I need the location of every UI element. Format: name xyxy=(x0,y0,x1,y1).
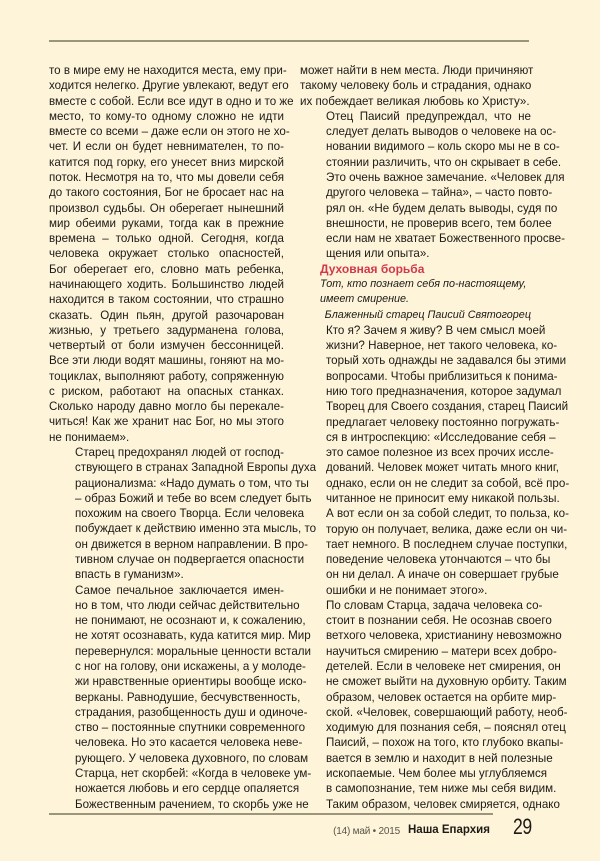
text-line: рационализма: «Надо думать о том, что ты xyxy=(75,476,309,490)
text-line: детелей. Если в человеке нет смирения, он xyxy=(326,660,561,674)
paragraph xyxy=(300,63,534,109)
text-line: он движется в верном направлении. В про- xyxy=(75,537,309,551)
text-line: он ни делал. А иначе он совершает грубые xyxy=(326,568,559,582)
text-line: это самое полезное из всех прочих иссле- xyxy=(326,446,554,460)
left-column xyxy=(49,63,317,812)
paragraph xyxy=(49,583,312,812)
text-line: перевернулся: моральные ценности встали xyxy=(75,644,312,658)
epigraph-author: Блаженный старец Паисий Святогорец xyxy=(324,308,531,321)
text-line: не понимаем». xyxy=(49,430,130,444)
text-line: такому человеку боль и страдания, однако xyxy=(300,79,532,93)
text-line: жизнью, у третьего задурманена голова, xyxy=(49,323,284,337)
text-line: дований. Человек может читать много книг, xyxy=(326,461,559,475)
text-line: Паисий, – похож на того, кто глубоко вкапы- xyxy=(326,736,564,750)
text-line: Старец предохранял людей от господ- xyxy=(75,446,284,460)
text-line: стоянии различить, что он скрывает в себе. xyxy=(326,155,562,169)
text-line: может найти в нем места. Люди причиняют xyxy=(300,64,534,77)
text-line: страдания, разобщенность душ и одиноче- xyxy=(75,705,308,719)
text-line: А вот если он за собой следит, то польза, ко- xyxy=(326,507,569,521)
paragraph xyxy=(300,323,570,598)
text-line: следует делать выводов о человеке на ос- xyxy=(326,125,557,139)
text-line: Бог оберегает его, словно мать ребенка, xyxy=(49,262,284,276)
text-line: ствующего в странах Западной Европы духа xyxy=(75,461,317,475)
text-line: начинающего ходить. Большинство людей xyxy=(49,277,284,291)
text-line: тает немного. В последнем случае поступки, xyxy=(326,537,568,551)
text-line: ошибки и не понимает этого». xyxy=(326,583,488,597)
text-line: Все эти люди водят машины, гоняют на мо- xyxy=(49,354,285,368)
text-line: рял он. «Не будем делать выводы, судя по xyxy=(326,201,558,215)
text-line: похожим на своего Творца. Если человека xyxy=(75,507,305,521)
text-line: стоит в познании себя. Не осознав своего xyxy=(326,614,552,628)
epigraph-line: Тот, кто познает себя по-настоящему, xyxy=(320,277,527,290)
text-line: тоциклах, выполняют работу, сопряженную xyxy=(49,369,284,383)
text-line: впасть в гуманизм». xyxy=(75,568,184,582)
text-line: до такого состояния, Бог не бросает нас на xyxy=(49,186,284,200)
text-line: вместе с собой. Если все идут в одно и то же xyxy=(49,94,294,108)
text-line: времена – только одной. Сегодня, когда xyxy=(49,232,284,246)
text-line: побуждает к действию именно эта мысль, то xyxy=(75,522,317,536)
text-line: с риском, работают на опасных станках. xyxy=(49,384,284,398)
text-line: находится в таком состоянии, что страшно xyxy=(49,293,284,307)
paragraph xyxy=(49,445,317,583)
magazine-title: Наша Епархия xyxy=(408,824,490,836)
text-line: ство – постоянные спутники современного xyxy=(75,721,306,735)
text-line: щения или опыта». xyxy=(326,247,430,261)
text-line: вопросами. Чтобы приблизиться к понима- xyxy=(326,369,558,383)
text-line: Это очень важное замечание. «Человек для xyxy=(326,170,565,184)
text-line: Старца, нет скорбей: «Когда в человеке ум- xyxy=(75,766,312,780)
text-line: Божественным рачением, то скорбь уже не xyxy=(75,797,309,811)
text-line: ся в интроспекцию: «Исследование себя – xyxy=(326,430,556,444)
text-line: Таким образом, человек смиряется, однако xyxy=(326,797,560,811)
text-line: их побеждает великая любовь ко Христу». xyxy=(300,94,530,108)
text-line: если нам не хватает Божественного просве- xyxy=(326,232,565,246)
text-line: рующего. У человека духовного, по словам xyxy=(75,751,309,765)
text-line: нию того предназначения, которое задумал xyxy=(326,384,562,398)
top-rule xyxy=(49,40,529,42)
text-line: читься! Как же хранит нас Бог, но мы этого xyxy=(49,415,284,429)
paragraph xyxy=(300,598,568,812)
text-line: Кто я? Зачем я живу? В чем смысл моей xyxy=(326,323,546,337)
section-heading: Духовная борьба xyxy=(320,261,425,276)
text-line: торый хоть однажды не задавался бы этими xyxy=(326,354,567,368)
text-line: чет. И если он будет невнимателен, то по- xyxy=(49,140,284,154)
text-line: Отец Паисий предупреждал, что не xyxy=(326,109,531,123)
text-line: внешности, не проверив всего, тем более xyxy=(326,216,552,230)
text-line: не хотят осознавать, куда катится мир. Мир xyxy=(75,629,311,643)
text-line: в самопознание, тем ниже мы себя видим. xyxy=(326,782,557,796)
text-line: ископаемые. Чем более мы углубляемся xyxy=(326,767,548,780)
text-line: образом, человек остается на орбите мир- xyxy=(326,690,557,704)
text-line: сказать. Один пьян, другой разочарован xyxy=(49,308,284,322)
text-line: но в том, что люди сейчас действительно xyxy=(75,598,300,612)
text-line: ской. «Человек, совершающий работу, необ- xyxy=(326,705,568,719)
text-line: вается в землю и находит в ней полезные xyxy=(326,751,553,765)
text-line: четвертый от боли измучен бессонницей. xyxy=(49,339,284,353)
text-line: ходимую для познания себя, – пояснял отец xyxy=(326,721,566,735)
text-line: место, то кому-то одному сложно не идти xyxy=(49,109,284,123)
text-line: человека. Но это касается человека неве- xyxy=(75,736,303,750)
text-line: не сможет выйти на духовную орбиту. Таким xyxy=(326,675,567,689)
text-line: человека окружает столько опасностей, xyxy=(49,247,284,261)
page-number: 29 xyxy=(513,814,532,839)
bottom-rule xyxy=(49,813,493,815)
epigraph-line: имеет смирение. xyxy=(320,293,410,306)
text-line: жизни? Наверное, нет такого человека, ко- xyxy=(326,339,558,353)
text-line: По словам Старца, задача человека со- xyxy=(326,598,543,612)
text-line: тивном случае он подвергается опасности xyxy=(75,553,305,566)
text-line: – образ Божий и тебе во всем следует быть xyxy=(75,491,312,505)
text-line: другого человека – тайна», – часто повто- xyxy=(326,186,553,200)
text-line: ветхого человека, христианину невозможно xyxy=(326,629,562,643)
text-line: Творец для Своего создания, старец Паисий xyxy=(326,400,569,414)
text-line: не понимают, не осознают и, к сожалению, xyxy=(75,614,306,628)
text-line: Самое печальное заключается имен- xyxy=(75,583,284,597)
right-paragraphs-after xyxy=(300,323,570,812)
text-line: то в мире ему не находится места, ему при- xyxy=(49,64,287,77)
text-line: поведение человека утончаются – что бы xyxy=(326,553,551,567)
text-line: предлагает человеку постоянно погружать- xyxy=(326,415,560,429)
right-paragraphs-before xyxy=(300,63,565,262)
text-line: произвол судьбы. Он оберегает нынешний xyxy=(49,201,284,215)
text-line: верканы. Равнодушие, бесчувственность, xyxy=(75,690,301,704)
paragraph xyxy=(300,109,565,262)
text-line: поток. Несмотря на то, что мы довели себя xyxy=(49,170,284,184)
issue-info: (14) май • 2015 xyxy=(333,826,400,837)
text-line: вместе со всеми – даже если он этого не хо- xyxy=(49,125,290,139)
text-line: торую он получает, велика, даже если он чи- xyxy=(326,522,568,536)
text-line: ходится нелегко. Другие увлекают, ведут его xyxy=(49,79,289,93)
text-line: катится под горку, его унесет вниз мирской xyxy=(49,155,284,169)
text-line: с ног на голову, они искажены, а у молоде- xyxy=(75,659,306,673)
text-line: научиться смирению – матери всех добро- xyxy=(326,644,557,658)
text-line: жи нравственные ориентиры вообще иско- xyxy=(75,675,307,689)
right-column xyxy=(300,63,570,812)
text-line: читанное не приносит ему никакой пользы. xyxy=(326,491,560,505)
text-line: мир обеими руками, тогда как в прежние xyxy=(49,216,284,230)
text-line: новании видимого – коль скоро мы не в со- xyxy=(326,140,560,154)
epigraph xyxy=(300,277,531,308)
text-line: ножается любовь и его сердце опаляется xyxy=(75,782,300,796)
text-line: Сколько народу давно могло бы перекале- xyxy=(49,400,284,414)
text-line: однако, если он не следит за собой, всё про- xyxy=(326,476,570,490)
page-footer xyxy=(300,823,536,847)
paragraph xyxy=(49,63,294,445)
